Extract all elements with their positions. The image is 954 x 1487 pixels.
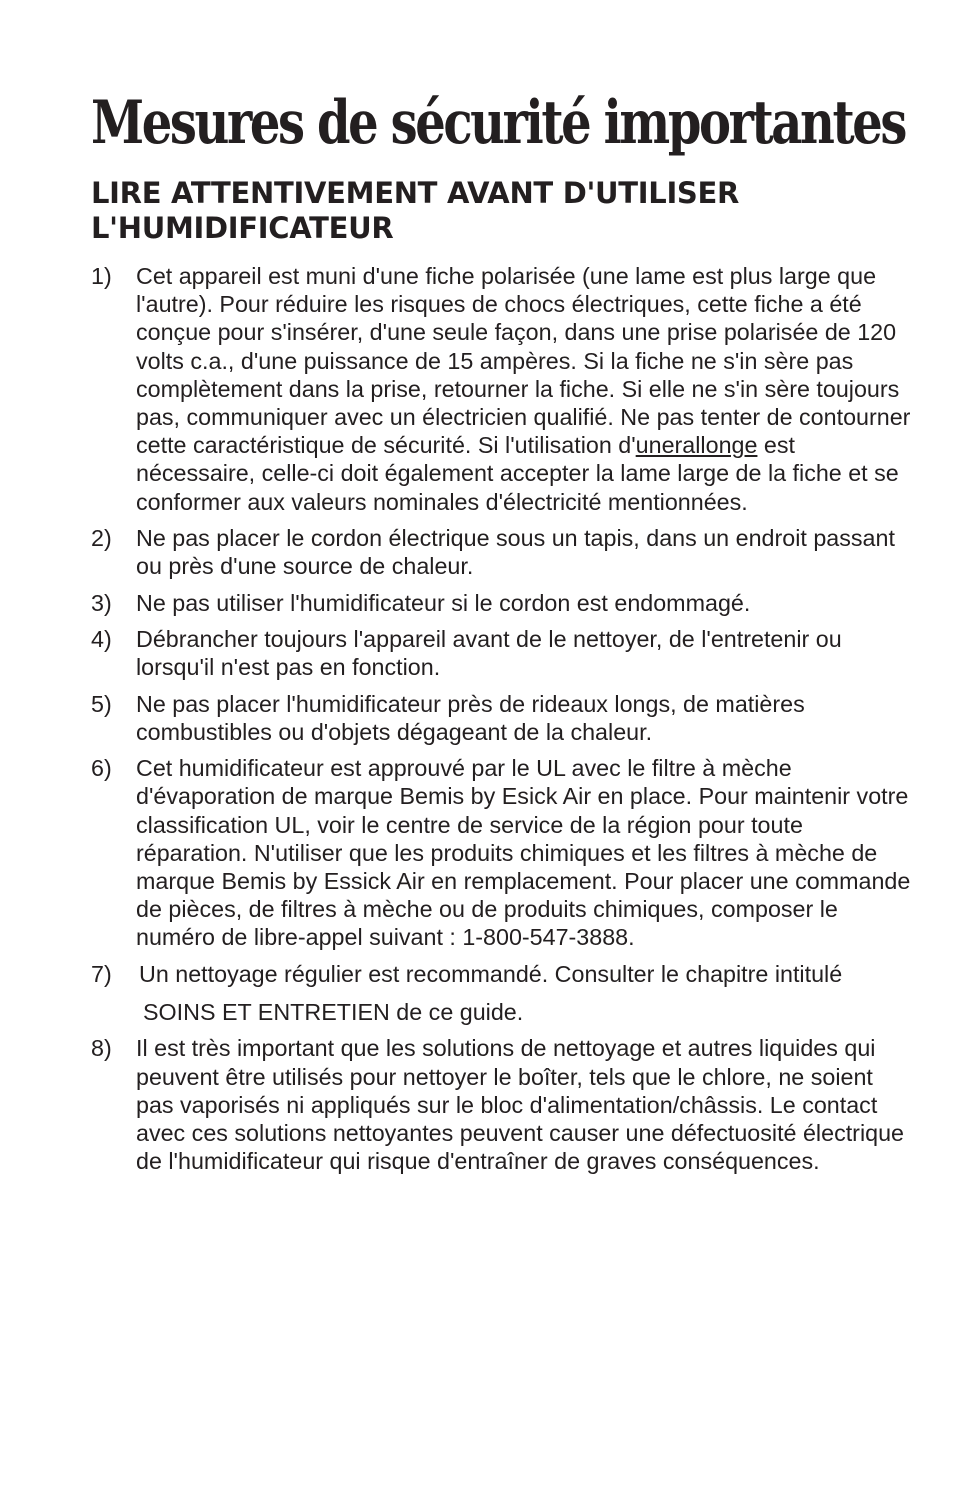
list-item — [91, 262, 913, 516]
item-number: 5) — [91, 690, 112, 717]
item-text-part: est nécessaire, celle-ci doit également accepter la lame large de la fiche et se conformer aux valeurs nominales d'électricité mentionnées. — [136, 432, 899, 515]
item-number: 8) — [91, 1035, 112, 1062]
item-number: 2) — [91, 525, 112, 552]
item-text: Débrancher toujours l'appareil avant de le nettoyer, de l'entretenir ou lorsqu'il n'est pas en fonction. — [136, 626, 842, 681]
item-text-line-2: SOINS ET ENTRETIEN de ce guide. — [143, 999, 524, 1025]
list-item — [91, 960, 913, 1026]
subtitle — [91, 176, 891, 246]
item-number: 3) — [91, 589, 112, 616]
item-text: Il est très important que les solutions de nettoyage et autres liquides qui peuvent être utilisés pour nettoyer le boîter, tels que le chlore, ne soient pas vaporisés ni appliqués sur le bloc d'alimentation/châssis. Le contact avec ces solutions nettoyantes peuvent causer une défectuosité électrique de l'humidificateur qui risque d'entraîner de graves conséquences. — [136, 1035, 904, 1175]
item-number: 6) — [91, 755, 112, 782]
item-text: Ne pas placer le cordon électrique sous un tapis, dans un endroit passant ou près d'une source de chaleur. — [136, 525, 895, 580]
page-title: Mesures de sécurité importantes — [91, 88, 905, 158]
list-item — [91, 1034, 913, 1175]
list-item — [91, 524, 913, 580]
list-item — [91, 690, 913, 746]
item-text: Ne pas placer l'humidificateur près de rideaux longs, de matières combustibles ou d'objets dégageant de la chaleur. — [136, 690, 805, 745]
item-text: Cet humidificateur est approuvé par le UL avec le filtre à mèche d'évaporation de marque Bemis by Esick Air en place. Pour maintenir votre classification UL, voir le centre de service de la région pour toute réparation. N'utiliser que les produits chimiques et les filtres à mèche de marque Bemis by Essick Air en remplacement. Pour placer une commande de pièces, de filtres à mèche ou de produits chimiques, composer le numéro de libre-appel suivant : 1-800-547-3888. — [136, 755, 911, 951]
item-text-part: Cet appareil est muni d'une fiche polarisée (une lame est plus large que l'autre). Pour réduire les risques de chocs électriques, cette fiche a été conçue pour s'insérer, d'une seule façon, dans une prise polarisée de 120 volts c.a., d'une puissance de 15 ampères. Si la fiche ne s'in sère pas complètement dans la prise, retourner la fiche. Si elle ne s'in sère toujours pas, communiquer avec un électricien qualifié. Ne pas tenter de contourner cette caractéristique de sécurité. Si l'utilisation d' — [136, 263, 911, 459]
list-item — [91, 589, 913, 617]
item-number: 1) — [91, 263, 112, 289]
list-item — [91, 625, 913, 681]
subtitle-line-1: LIRE ATTENTIVEMENT AVANT D'UTILISER — [91, 176, 740, 210]
subtitle-line-2: L'HUMIDIFICATEUR — [91, 211, 394, 245]
safety-list — [91, 262, 913, 1184]
item-text — [136, 262, 913, 516]
item-number: 7) — [91, 960, 112, 987]
list-item — [91, 754, 913, 951]
item-text-line-1: Un nettoyage régulier est recommandé. Consulter le chapitre intitulé — [139, 960, 843, 987]
underlined-word: unerallonge — [635, 432, 758, 459]
item-number: 4) — [91, 626, 112, 652]
item-text: Ne pas utiliser l'humidificateur si le cordon est endommagé. — [136, 589, 751, 616]
